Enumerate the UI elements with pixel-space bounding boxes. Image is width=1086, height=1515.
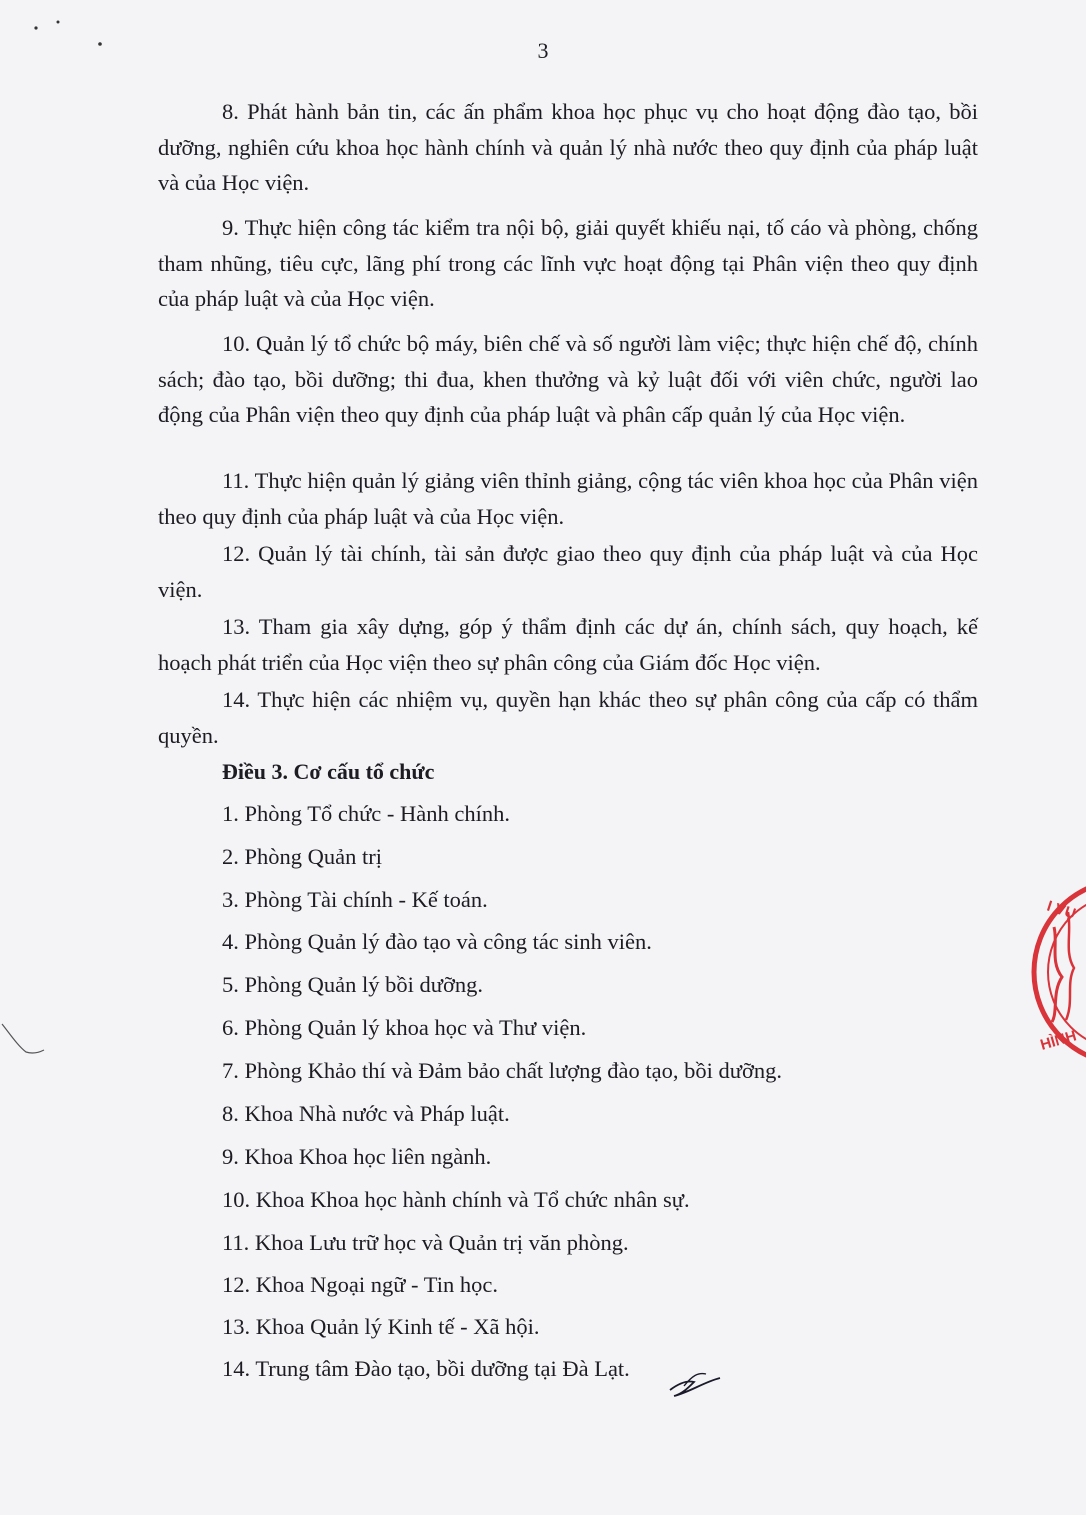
org-unit-item: 7. Phòng Khảo thí và Đảm bảo chất lượng đào tạo, bồi dưỡng. xyxy=(222,1058,782,1083)
red-seal-stamp-icon xyxy=(1028,872,1086,1072)
paragraph-item-8: 8. Phát hành bản tin, các ấn phẩm khoa học phục vụ cho hoạt động đào tạo, bồi dưỡng, nghiên cứu khoa học hành chính và quản lý nhà nước theo quy định của pháp luật và của Học viện. xyxy=(158,99,978,195)
paragraph-item-9: 9. Thực hiện công tác kiểm tra nội bộ, giải quyết khiếu nại, tố cáo và phòng, chống tham nhũng, tiêu cực, lãng phí trong các lĩnh vực hoạt động tại Phân viện theo quy định của pháp luật và của Học viện. xyxy=(158,215,978,311)
org-unit-item: 11. Khoa Lưu trữ học và Quản trị văn phòng. xyxy=(222,1230,629,1255)
org-unit-item: 14. Trung tâm Đào tạo, bồi dưỡng tại Đà Lạt. xyxy=(222,1356,630,1381)
margin-pen-mark xyxy=(0,1020,50,1060)
stamp-text-bottom: HÌNH xyxy=(1038,1027,1079,1054)
org-unit-item: 2. Phòng Quản trị xyxy=(222,844,382,869)
org-unit-item: 8. Khoa Nhà nước và Pháp luật. xyxy=(222,1101,510,1126)
paragraph-item-11: 11. Thực hiện quản lý giảng viên thỉnh giảng, cộng tác viên khoa học của Phân viện theo quy định của pháp luật và của Học viện. xyxy=(158,468,978,529)
org-unit-item: 13. Khoa Quản lý Kinh tế - Xã hội. xyxy=(222,1314,540,1339)
initials-signature-icon xyxy=(664,1362,724,1402)
org-unit-item: 6. Phòng Quản lý khoa học và Thư viện. xyxy=(222,1015,587,1040)
stamp-text-top: I VỤ xyxy=(1044,897,1078,923)
org-unit-item: 4. Phòng Quản lý đào tạo và công tác sinh viên. xyxy=(222,929,652,954)
org-unit-item: 10. Khoa Khoa học hành chính và Tổ chức nhân sự. xyxy=(222,1187,690,1212)
paragraph-item-14: 14. Thực hiện các nhiệm vụ, quyền hạn khác theo sự phân công của cấp có thẩm quyền. xyxy=(158,687,978,748)
page-number: 3 xyxy=(537,38,549,63)
org-unit-item: 5. Phòng Quản lý bồi dưỡng. xyxy=(222,972,483,997)
org-unit-item: 1. Phòng Tổ chức - Hành chính. xyxy=(222,801,510,826)
org-unit-item: 12. Khoa Ngoại ngữ - Tin học. xyxy=(222,1272,498,1297)
paragraph-item-10: 10. Quản lý tổ chức bộ máy, biên chế và số người làm việc; thực hiện chế độ, chính sách; đào tạo, bồi dưỡng; thi đua, khen thưởng và kỷ luật đối với viên chức, người lao động của Phân viện theo quy định của pháp luật và phân cấp quản lý của Học viện. xyxy=(158,331,978,427)
org-unit-item: 3. Phòng Tài chính - Kế toán. xyxy=(222,887,488,912)
paragraph-item-12: 12. Quản lý tài chính, tài sản được giao theo quy định của pháp luật và của Học viện. xyxy=(158,541,978,602)
paragraph-item-13: 13. Tham gia xây dựng, góp ý thẩm định các dự án, chính sách, quy hoạch, kế hoạch phát triển của Học viện theo sự phân công của Giám đốc Học viện. xyxy=(158,614,978,675)
org-unit-item: 9. Khoa Khoa học liên ngành. xyxy=(222,1144,492,1169)
article-heading: Điều 3. Cơ cấu tổ chức xyxy=(222,759,435,784)
